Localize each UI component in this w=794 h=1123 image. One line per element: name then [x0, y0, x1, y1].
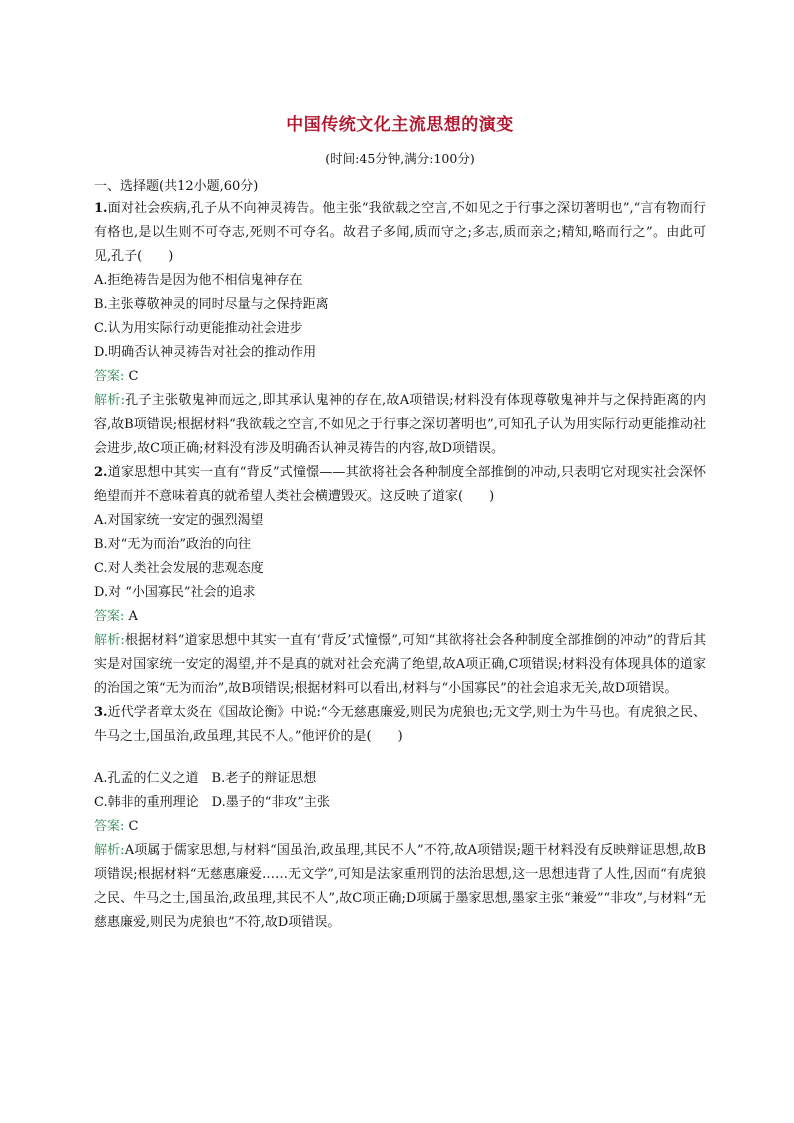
question-number: 3.: [94, 705, 108, 720]
section-heading: 一、选择题(共12小题,60分): [94, 179, 259, 194]
spacer: [94, 749, 706, 767]
question-stem: 近代学者章太炎在《国故论衡》中说:“今无慈惠廉爱,则民为虎狼也;无文学,则士为牛马也。有虎狼之民、牛马之士,国虽治,政虽理,其民不人。”他评价的是( ): [94, 705, 706, 744]
answer-value: C: [124, 819, 139, 834]
explanation: [94, 839, 706, 935]
page-title: 中国传统文化主流思想的演变: [286, 115, 514, 135]
question-stem: 道家思想中其实一直有“背反”式憧憬——其欲将社会各种制度全部推倒的冲动,只表明它对现实社会深怀绝望而并不意味着真的就希望人类社会横遭毁灭。这反映了道家( ): [94, 465, 706, 504]
question-number: 1.: [94, 201, 108, 216]
question-text: [94, 461, 706, 509]
question-2: [94, 461, 706, 701]
explanation-label: 解析:: [94, 843, 125, 858]
exam-info: (时间:45分钟,满分:100分): [325, 151, 475, 166]
option-c: C.对人类社会发展的悲观态度: [94, 561, 264, 576]
explanation-label: 解析:: [94, 633, 125, 648]
explanation-label: 解析:: [94, 393, 125, 408]
option-b: B.主张尊敬神灵的同时尽量与之保持距离: [94, 297, 329, 312]
option-d: D.明确否认神灵祷告对社会的推动作用: [94, 345, 317, 360]
answer-value: A: [124, 609, 138, 624]
answer: [94, 815, 706, 839]
answer-label: 答案:: [94, 369, 125, 384]
option-row-ab: A.孔孟的仁义之道 B.老子的辩证思想: [94, 771, 317, 786]
explanation: [94, 389, 706, 461]
option-a: A.拒绝祷告是因为他不相信鬼神存在: [94, 273, 303, 288]
question-1: [94, 197, 706, 461]
option-d: D.对 “小国寡民”社会的追求: [94, 585, 256, 600]
explanation-text: 孔子主张敬鬼神而远之,即其承认鬼神的存在,故A项错误;材料没有体现尊敬鬼神并与之保持距离的内容,故B项错误;根据材料“我欲载之空言,不如见之于行事之深切著明也”,可知孔子认为用实际行动更能推动社会进步,故C项正确;材料没有涉及明确否认神灵祷告的内容,故D项错误。: [94, 393, 706, 456]
answer-value: C: [124, 369, 139, 384]
question-text: [94, 197, 706, 269]
option-row-cd: C.韩非的重刑理论 D.墨子的“非攻”主张: [94, 795, 330, 810]
answer: [94, 605, 706, 629]
explanation-text: 根据材料“道家思想中其实一直有‘背反’式憧憬”,可知“其欲将社会各种制度全部推倒的冲动”的背后其实是对国家统一安定的渴望,并不是真的就对社会充满了绝望,故A项正确,C项错误;材料没有体现具体的道家的治国之策“无为而治”,故B项错误;根据材料可以看出,材料与“小国寡民”的社会追求无关,故D项错误。: [94, 633, 706, 696]
answer: [94, 365, 706, 389]
question-text: [94, 701, 706, 749]
option-a: A.对国家统一安定的强烈渴望: [94, 513, 264, 528]
question-3: [94, 701, 706, 935]
explanation-text: A项属于儒家思想,与材料“国虽治,政虽理,其民不人”不符,故A项错误;题干材料没有反映辩证思想,故B项错误;根据材料“无慈惠廉爱……无文学”,可知是法家重刑罚的法治思想,这一思想违背了人性,因而“有虎狼之民、牛马之士,国虽治,政虽理,其民不人”,故C项正确;D项属于墨家思想,墨家主张“兼爱”“非攻”,与材料“无慈惠廉爱,则民为虎狼也”不符,故D项错误。: [94, 843, 706, 930]
option-c: C.认为用实际行动更能推动社会进步: [94, 321, 303, 336]
document-page: [94, 110, 706, 935]
answer-label: 答案:: [94, 609, 125, 624]
answer-label: 答案:: [94, 819, 125, 834]
question-stem: 面对社会疾病,孔子从不向神灵祷告。他主张“我欲载之空言,不如见之于行事之深切著明也”,“言有物而行有格也,是以生则不可夺志,死则不可夺名。故君子多闻,质而守之;多志,质而亲之;精知,略而行之”。由此可见,孔子( ): [94, 201, 706, 264]
question-number: 2.: [94, 465, 108, 480]
explanation: [94, 629, 706, 701]
option-b: B.对“无为而治”政治的向往: [94, 537, 251, 552]
